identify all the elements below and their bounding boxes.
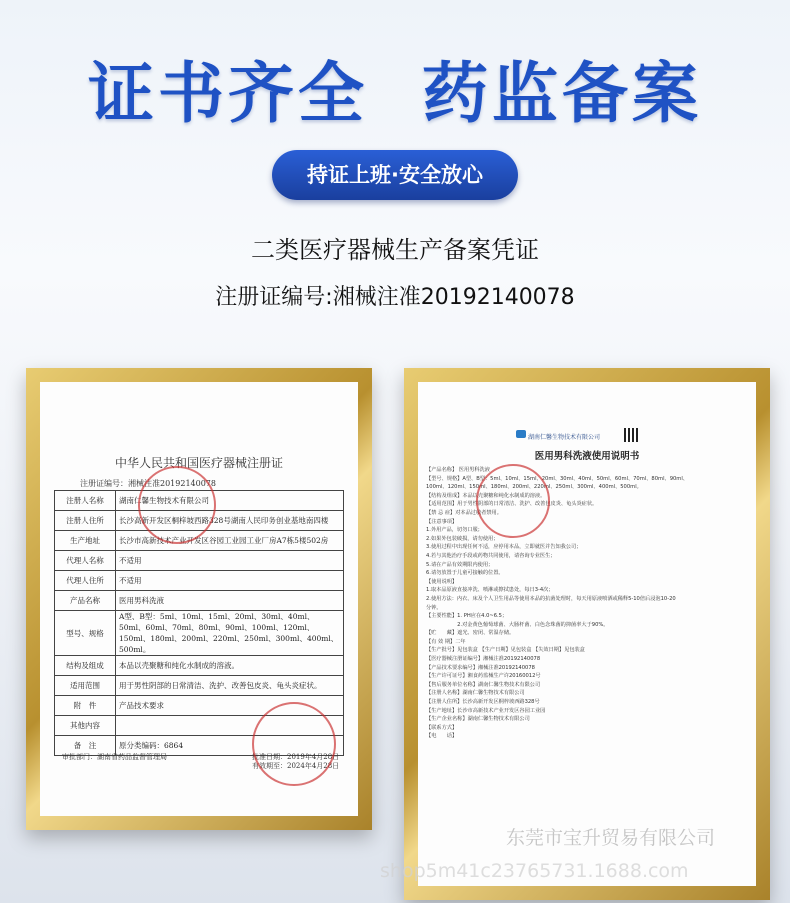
valid-until-date: 有效期至：2024年4月28日 — [252, 762, 340, 770]
manual-line: 【产品技术要求编号】湘械注准20192140078 — [426, 664, 535, 671]
manual-line: 【售后服务单位名称】湖南仁馨生物技术有限公司 — [426, 681, 541, 688]
certificate-title: 中华人民共和国医疗器械注册证 — [114, 456, 283, 470]
manual-seal-icon — [476, 464, 550, 538]
table-cell: 本品以壳聚糖和纯化水制成的溶液。 — [116, 656, 344, 676]
table-row — [55, 611, 344, 656]
table-cell: 用于男性阴部的日常清洁、洗护、改善包皮炎、龟头炎症状。 — [116, 676, 344, 696]
manual-line: 分钟。 — [426, 604, 442, 611]
manual-line: 【生产批号】见包装盒 【生产日期】见包装盒 【失效日期】见包装盒 — [426, 647, 585, 654]
table-cell: 备 注 — [55, 736, 116, 756]
manual-line: 【生产企业名称】湖南仁馨生物技术有限公司 — [426, 716, 530, 723]
manual-line: 【产品名称】 医用男科洗液 — [426, 467, 490, 473]
manual-title: 医用男科洗液使用说明书 — [534, 451, 640, 462]
table-cell: 型号、规格 — [55, 611, 116, 656]
approval-date: 批准日期：2019年4月28日 — [252, 753, 340, 761]
manual-line: 2.对金黄色葡萄球菌、大肠杆菌、白色念珠菌的抑菌率大于90%。 — [426, 621, 609, 628]
table-cell: 不适用 — [116, 551, 344, 571]
manual-line: 【有 效 期】二年 — [426, 638, 466, 645]
qr-code-icon — [624, 428, 638, 442]
company-seal-icon — [138, 466, 216, 544]
manual-line: 100ml、120ml、150ml、180ml、200ml、220ml、250ml、300ml、400ml、500ml。 — [426, 484, 642, 491]
manual-line: 2.使用方法：内衣、床及个人卫生用品等使用本品的抗菌处理时，每天用原液喷洒或稀释5-10倍后浸泡10-20 — [426, 595, 676, 602]
table-cell: 附 件 — [55, 696, 116, 716]
manual-line: 【结构及组成】本品以壳聚糖和纯化水制成的溶液。 — [426, 492, 546, 499]
table-row — [55, 656, 344, 676]
table-cell: 代理人名称 — [55, 551, 116, 571]
manual-line: 【医疗器械注册证编号】湘械注准20192140078 — [426, 656, 541, 663]
table-cell: 产品技术要求 — [116, 696, 344, 716]
page-headline: 证书齐全 药监备案 — [88, 55, 702, 132]
manual-line: 1.取本品原液直接冲洗、喷淋或擦拭患处，每日3-4次； — [426, 587, 554, 594]
manual-line: 【电 话】 — [426, 733, 458, 740]
table-cell: 注册人名称 — [55, 491, 116, 511]
table-cell: 代理人住所 — [55, 571, 116, 591]
manual-line: 【生产地址】长沙市高新技术产业开发区谷园工业园 — [426, 707, 546, 714]
company-logo-icon — [516, 430, 526, 438]
table-row — [55, 591, 344, 611]
table-cell: 注册人住所 — [55, 511, 116, 531]
manual-line: 5.请在产品有效期限内使用； — [426, 561, 494, 568]
manual-line: 【注册人住所】长沙高新开发区桐梓坡西路328号 — [426, 699, 540, 706]
manual-line: 【生产许可证号】湘食药监械生产许20160012号 — [426, 673, 541, 680]
manual-line: 3.使用过程中出现任何不适，应停用本品，立即就医并告知我公司； — [426, 544, 582, 551]
manual-line: 【型号、规格】A型、B型：5ml、10ml、15ml、20ml、30ml、40ml、50ml、60ml、70ml、80ml、90ml、 — [426, 475, 688, 482]
manual-line: 2.如果外包装破损，请勿使用； — [426, 535, 499, 542]
manual-frame — [404, 368, 770, 900]
table-cell: 结构及组成 — [55, 656, 116, 676]
manual-line: 1.外用产品，切勿口服； — [426, 527, 483, 534]
manual-line: 4.若与其他治疗手段或药物共同使用，请咨询专业医生； — [426, 552, 556, 559]
manual-paper — [418, 382, 756, 886]
manual-line: 【使用说明】 — [426, 578, 458, 585]
table-cell: 不适用 — [116, 571, 344, 591]
manual-line: 【注册人名称】湖南仁馨生物技术有限公司 — [426, 690, 525, 697]
table-cell: A型、B型：5ml、10ml、15ml、20ml、30ml、40ml、50ml、60ml、70ml、80ml、90ml、100ml、120ml、150ml、180ml、200ml、220ml、250ml、300ml、400ml、500ml。 — [116, 611, 344, 656]
table-cell: 医用男科洗液 — [116, 591, 344, 611]
manual-body — [426, 466, 716, 741]
table-row — [55, 676, 344, 696]
table-cell: 其他内容 — [55, 716, 116, 736]
manual-line: 【主要性能】1. PH应在4.0~6.5； — [426, 613, 508, 620]
manual-brand: 湖南仁馨生物技术有限公司 — [528, 434, 601, 441]
table-cell: 原分类编码：6864 — [116, 736, 344, 756]
certificate-reg-no: 注册证编号：湘械注准20192140078 — [80, 479, 216, 488]
table-cell: 适用范围 — [55, 676, 116, 696]
table-cell: 长沙市高新技术产业开发区谷园工业园工业厂房A7栋5楼502房 — [116, 531, 344, 551]
manual-line: 6.请勿放置于儿童可接触的位置。 — [426, 570, 504, 577]
slogan-badge: 持证上班·安全放心 — [272, 150, 518, 200]
table-cell: 湖南仁馨生物技术有限公司 — [116, 491, 344, 511]
approver-text: 审批部门：湖南省药品监督管理局 — [62, 753, 167, 761]
manual-line: 【注意事项】 — [426, 518, 458, 525]
manual-line: 【禁 忌 症】对本品过敏者禁用。 — [426, 509, 502, 516]
filing-title: 二类医疗器械生产备案凭证 — [251, 236, 539, 264]
manual-line: 【联系方式】 — [426, 724, 458, 731]
table-row — [55, 551, 344, 571]
manual-line: 【贮 藏】遮光、密闭、常温存储。 — [426, 630, 515, 637]
registration-number: 注册证编号:湘械注准20192140078 — [215, 285, 575, 310]
watermark-shop-url: shop5m41c23765731.1688.com — [380, 860, 689, 882]
watermark-company: 东莞市宝升贸易有限公司 — [506, 827, 716, 849]
table-row — [55, 571, 344, 591]
table-cell: 生产地址 — [55, 531, 116, 551]
certificate-frame — [26, 368, 372, 830]
table-cell: 产品名称 — [55, 591, 116, 611]
manual-line: 【适用范围】用于男性阴部的日常清洁、洗护、改善包皮炎、龟头炎症状。 — [426, 501, 598, 508]
table-cell: 长沙高新开发区桐梓坡西路328号湖南人民印务创业基地南四楼 — [116, 511, 344, 531]
certificate-paper — [40, 382, 358, 816]
authority-seal-icon — [252, 702, 336, 786]
